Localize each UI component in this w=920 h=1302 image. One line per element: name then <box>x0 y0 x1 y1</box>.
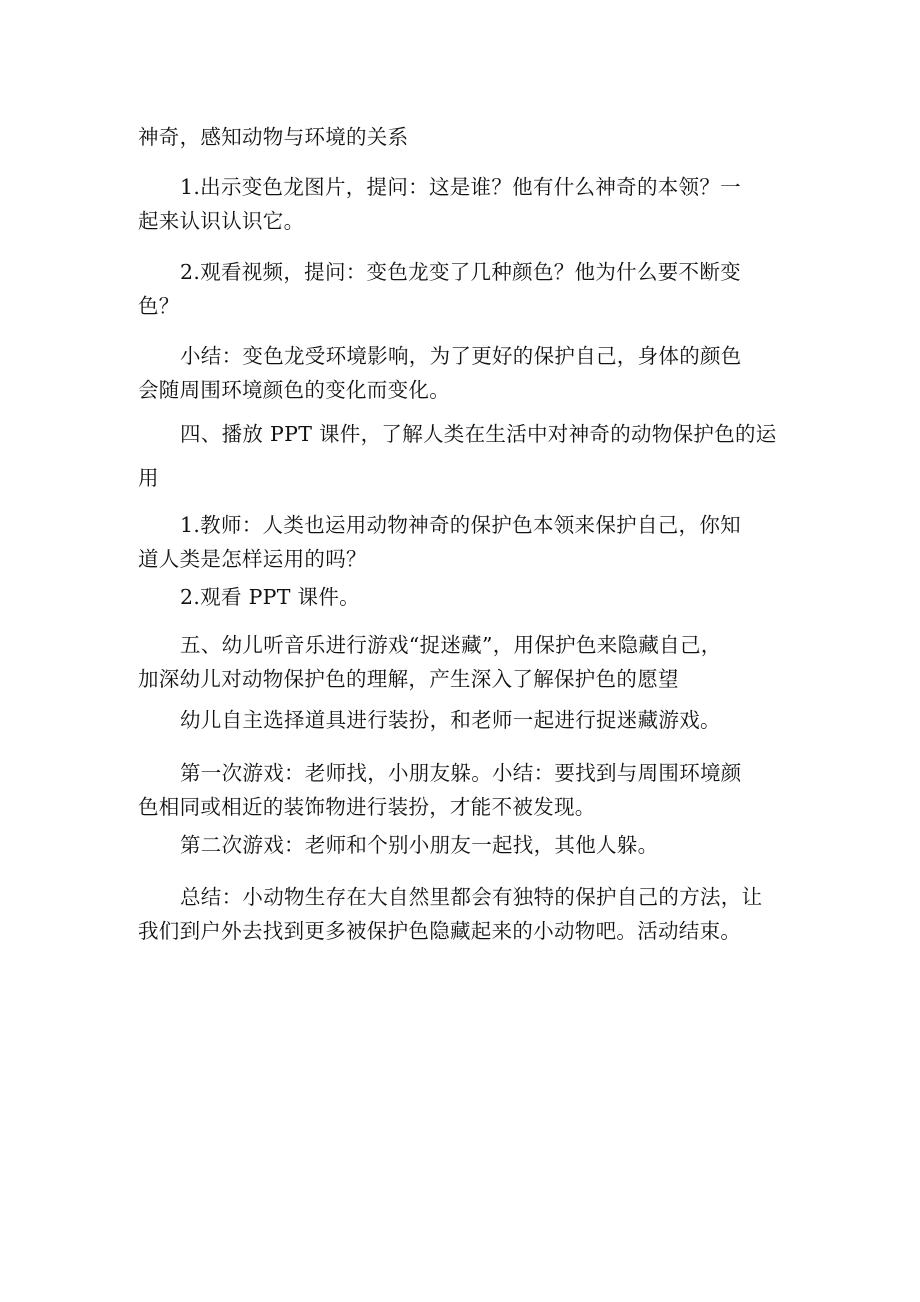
text-line: 2.观看视频，提问：变色龙变了几种颜色？他为什么要不断变 <box>180 260 741 284</box>
text-line: 色相同或相近的装饰物进行装扮，才能不被发现。 <box>138 795 596 819</box>
paragraph-second-game <box>138 828 774 862</box>
text-line: 加深幼儿对动物保护色的理解，产生深入了解保护色的愿望 <box>138 667 679 691</box>
paragraph-summary-chameleon <box>138 339 774 407</box>
paragraph-section-4-heading <box>138 412 777 500</box>
text-line: 幼儿自主选择道具进行装扮，和老师一起进行捉迷藏游戏。 <box>180 708 721 732</box>
text-line: 起来认识认识它。 <box>138 209 305 233</box>
paragraph-dress-up <box>138 703 774 737</box>
text-line: 用 <box>138 466 159 490</box>
text-line: 第二次游戏：老师和个别小朋友一起找，其他人躲。 <box>180 833 659 857</box>
paragraph-step-1-show-picture <box>138 170 774 238</box>
paragraph-conclusion <box>138 880 774 948</box>
text-line: 1.出示变色龙图片，提问：这是谁？他有什么神奇的本领？一 <box>180 175 741 199</box>
text-line: 2.观看 PPT 课件。 <box>180 585 360 609</box>
paragraph-first-game <box>138 756 774 824</box>
text-line: 第一次游戏：老师找，小朋友躲。小结：要找到与周围环境颜 <box>180 761 742 785</box>
paragraph-step-2-watch-video <box>138 255 774 323</box>
paragraph-intro-continuation <box>138 120 774 154</box>
text-line: 四、播放 PPT 课件，了解人类在生活中对神奇的动物保护色的运 <box>180 422 777 446</box>
text-line: 色？ <box>138 294 180 318</box>
text-line: 总结：小动物生存在大自然里都会有独特的保护自己的方法，让 <box>180 885 763 909</box>
text-line: 会随周围环境颜色的变化而变化。 <box>138 378 450 402</box>
text-line: 我们到户外去找到更多被保护色隐藏起来的小动物吧。活动结束。 <box>138 919 742 943</box>
text-line: 小结：变色龙受环境影响，为了更好的保护自己，身体的颜色 <box>180 344 742 368</box>
text-line: 1.教师：人类也运用动物神奇的保护色本领来保护自己，你知 <box>180 513 741 537</box>
text-line: 神奇，感知动物与环境的关系 <box>138 125 409 149</box>
text-line: 道人类是怎样运用的吗？ <box>138 547 367 571</box>
text-line: 五、幼儿听音乐进行游戏“捉迷藏”，用保护色来隐藏自己， <box>180 633 722 657</box>
paragraph-section-5-heading <box>138 628 774 696</box>
paragraph-step-1-teacher <box>138 508 774 576</box>
paragraph-step-2-ppt <box>138 580 774 614</box>
